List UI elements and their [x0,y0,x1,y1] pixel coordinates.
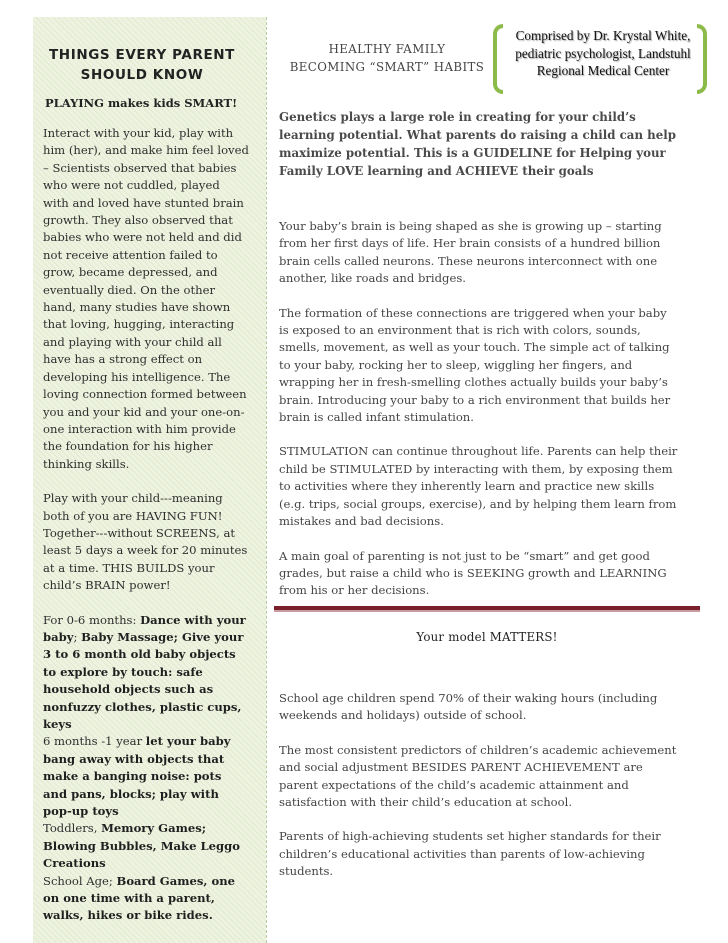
sidebar-title-line1: THINGS EVERY PARENT [49,47,235,63]
body-paragraph: STIMULATION can continue throughout life. Parents can help their child be STIMULATED by interacting with them, by exposing them to activities where they inherently learn and practice new skills (e.g. trips, social groups, exercise), and by helping them learn from mistakes and bad decisions. [279,444,678,529]
sidebar-paragraph: Play with your child---meaning both of you are HAVING FUN! Together---without SCREENS, at least 5 days a week for 20 minutes at a time. THIS BUILDS your child’s BRAIN power! [43,491,248,593]
age-activity: Board Games, one on one time with a parent, walks, hikes or bike rides. [43,873,236,923]
author-line3: Regional Medical Center [536,63,670,78]
bracket-left-decoration [493,24,503,94]
author-line1: Comprised by Dr. Krystal White, [515,28,691,43]
age-prefix: 6 months -1 year [43,734,146,749]
author-line2: pediatric psychologist, Landstuhl [515,45,691,61]
sidebar-subheading: PLAYING makes kids SMART! [45,96,238,110]
sidebar [33,17,266,943]
body-paragraph: School age children spend 70% of their waking hours (including weekends and holidays) outside of school. [279,691,658,723]
newsletter-title-line2: BECOMING “SMART” HABITS [289,60,485,74]
age-prefix: Toddlers, [43,821,102,836]
section-body [279,690,679,881]
body-paragraph: A main goal of parenting is not just to be “smart” and get good grades, but raise a child who is SEEKING growth and LEARNING from his or her decisions. [279,548,667,598]
author-credit [493,22,707,96]
sidebar-paragraph: Interact with your kid, play with him (her), and make him feel loved – Scientists observed that babies who were not cuddled, played with and loved have stunted brain growth. They also observed that babies who were not held and did not receive attention failed to grow, became depressed, and eventually died. On the other hand, many studies have shown that loving, hugging, interacting and playing with your child all have has a strong effect on developing his intelligence. The loving connection formed between you and your kid and your one-on-one interaction with him provide the foundation for his higher thinking skills. [43,126,249,471]
body-paragraph: Your baby’s brain is being shaped as she is growing up – starting from her first days of life. Her brain consists of a hundred billion brain cells called neurons. These neurons interconnect with one another, like roads and bridges. [279,219,662,286]
age-sep: ; [73,629,82,644]
newsletter-title-line1: HEALTHY FAMILY [328,42,446,56]
age-prefix: School Age; [43,873,117,888]
author-text [505,27,701,80]
sidebar-title [43,45,241,85]
age-activity: Memory Games; Blowing Bubbles, Make Leggo Creations [43,821,240,871]
age-activities [43,612,249,925]
main-column [279,108,679,600]
age-prefix: For 0-6 months: [43,612,141,627]
age-activity: let your baby bang away with objects that make a banging noise: pots and pans, blocks; play with pop-up toys [43,734,231,819]
intro-paragraph: Genetics plays a large role in creating for your child’s learning potential. What parents do raising a child can help maximize potential. This is a GUIDELINE for Helping your Family LOVE learning and ACHIEVE their goals [279,110,676,178]
newsletter-title [282,40,492,76]
age-activity: ; Give your 3 to 6 month old baby objects to explore by touch: safe household objects such as nonfuzzy clothes, plastic cups, keys [43,629,244,731]
section-divider-shadow [274,610,700,612]
body-paragraph: Parents of high-achieving students set higher standards for their children’s educational activities than parents of low-achieving students. [279,829,661,879]
age-activity: Baby Massage [81,629,174,644]
age-activity: Dance with your baby [43,612,246,644]
sidebar-title-line2: SHOULD KNOW [80,67,204,83]
body-paragraph: The most consistent predictors of children’s academic achievement and social adjustment BESIDES PARENT ACHIEVEMENT are parent expectations of the child’s academic attainment and satisfaction with their child’s education at school. [279,742,677,810]
section-heading: Your model MATTERS! [416,630,558,644]
sidebar-divider [266,17,268,943]
body-paragraph: The formation of these connections are triggered when your baby is exposed to an environment that is rich with colors, sounds, smells, movement, as well as your touch. The simple act of talking to your baby, rocking her to sleep, wiggling her fingers, and wrapping her in fresh-smelling clothes actually builds your baby’s brain. Introducing your baby to a rich environment that builds her brain is called infant stimulation. [279,305,671,425]
